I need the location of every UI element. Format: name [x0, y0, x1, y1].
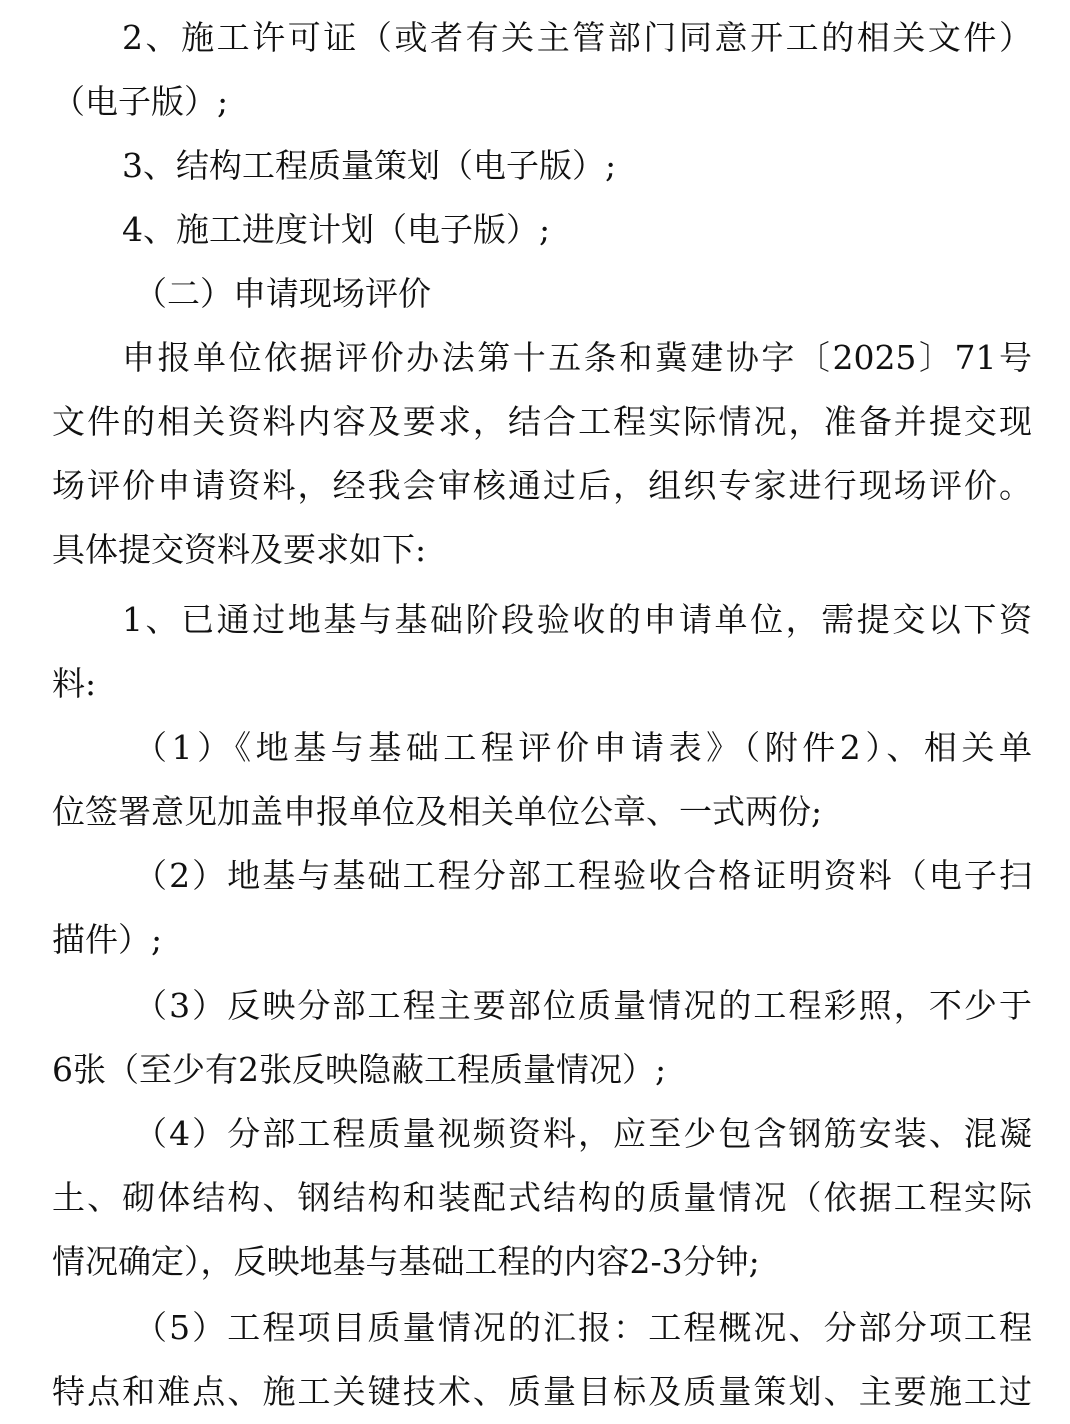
list-item-1: 1、已通过地基与基础阶段验收的申请单位，需提交以下资: [122, 600, 1032, 639]
section-heading: （二）申请现场评价: [134, 274, 431, 313]
paragraph-line: 申报单位依据评价办法第十五条和冀建协字〔2025〕71号: [122, 338, 1032, 377]
sub-item-1: （1）《地基与基础工程评价申请表》（附件2）、相关单: [134, 728, 1032, 767]
item-construction-permit: 2、施工许可证（或者有关主管部门同意开工的相关文件）: [122, 18, 1032, 57]
sub-item-1-cont: 位签署意见加盖申报单位及相关单位公章、一式两份;: [52, 792, 823, 831]
paragraph-line: 具体提交资料及要求如下:: [52, 530, 427, 569]
sub-item-5: （5）工程项目质量情况的汇报：工程概况、分部分项工程: [134, 1308, 1032, 1347]
item-construction-permit-cont: （电子版）;: [52, 82, 229, 121]
sub-item-5-cont: 特点和难点、施工关键技术、质量目标及质量策划、主要施工过: [52, 1372, 1032, 1411]
list-item-1-cont: 料:: [52, 664, 97, 703]
sub-item-3-cont: 6张（至少有2张反映隐蔽工程质量情况）;: [52, 1050, 667, 1089]
sub-item-4-cont: 情况确定），反映地基与基础工程的内容2-3分钟;: [52, 1242, 760, 1281]
item-quality-plan: 3、结构工程质量策划（电子版）;: [122, 146, 617, 185]
sub-item-3: （3）反映分部工程主要部位质量情况的工程彩照，不少于: [134, 986, 1032, 1025]
sub-item-2: （2）地基与基础工程分部工程验收合格证明资料（电子扫: [134, 856, 1032, 895]
sub-item-4-cont: 土、砌体结构、钢结构和装配式结构的质量情况（依据工程实际: [52, 1178, 1032, 1217]
item-schedule: 4、施工进度计划（电子版）;: [122, 210, 551, 249]
paragraph-line: 场评价申请资料，经我会审核通过后，组织专家进行现场评价。: [52, 466, 1032, 505]
sub-item-4: （4）分部工程质量视频资料，应至少包含钢筋安装、混凝: [134, 1114, 1032, 1153]
sub-item-2-cont: 描件）;: [52, 920, 163, 959]
paragraph-line: 文件的相关资料内容及要求，结合工程实际情况，准备并提交现: [52, 402, 1032, 441]
